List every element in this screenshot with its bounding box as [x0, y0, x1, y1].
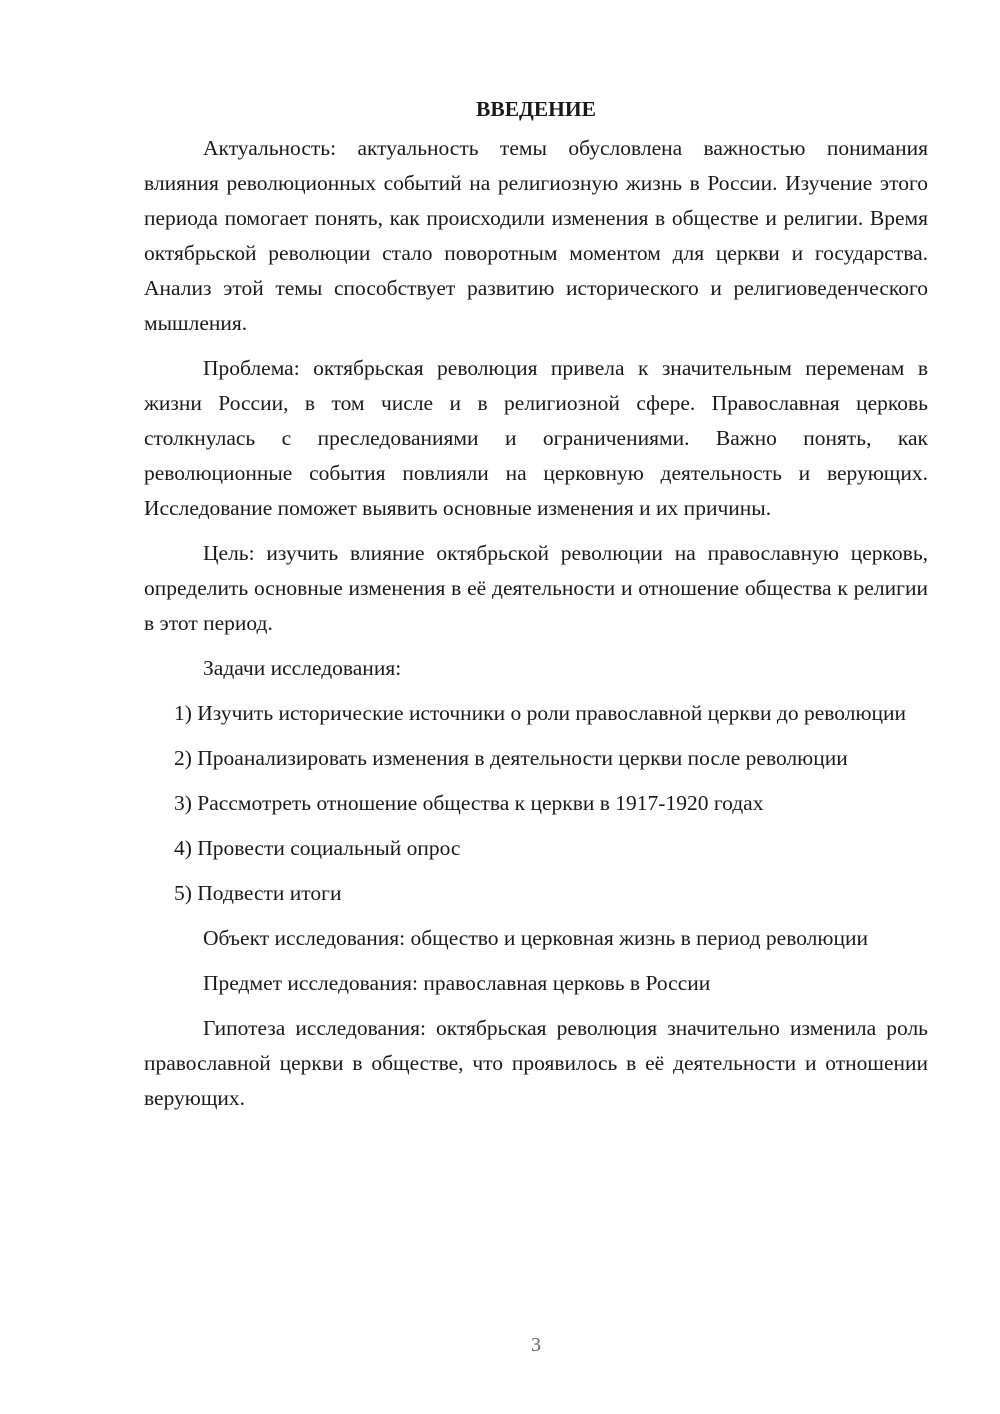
task-item-4: 4) Провести социальный опрос [174, 836, 461, 860]
task-item-1: 1) Изучить исторические источники о роли православной церкви до революции [174, 701, 907, 725]
page-number: 3 [531, 1334, 541, 1356]
paragraph-problem: Проблема: октябрьская революция привела к значительным переменам в жизни России, в том числе и в религиозной сфере. Православная церковь столкнулась с преследованиями и ограничениями. Важно понять, как революционные события повлияли на церковную деятельность и верующих. Исследование поможет выявить основные изменения и их причины. [144, 356, 928, 520]
page-body [144, 92, 928, 1126]
task-item-2: 2) Проанализировать изменения в деятельности церкви после революции [174, 746, 848, 770]
paragraph-object: Объект исследования: общество и церковная жизнь в период революции [203, 926, 868, 950]
task-item-5: 5) Подвести итоги [174, 881, 342, 905]
paragraph-hypothesis: Гипотеза исследования: октябрьская революция значительно изменила роль православной церкви в обществе, что проявилось в её деятельности и отношении верующих. [144, 1016, 928, 1110]
page-title: ВВЕДЕНИЕ [476, 97, 596, 121]
paragraph-goal: Цель: изучить влияние октябрьской революции на православную церковь, определить основные изменения в её деятельности и отношение общества к религии в этот период. [144, 541, 928, 635]
paragraph-subject: Предмет исследования: православная церковь в России [203, 971, 711, 995]
paragraph-relevance: Актуальность: актуальность темы обусловлена важностью понимания влияния революционных событий на религиозную жизнь в России. Изучение этого периода помогает понять, как происходили изменения в обществе и религии. Время октябрьской революции стало поворотным моментом для церкви и государства. Анализ этой темы способствует развитию исторического и религиоведенческого мышления. [144, 136, 928, 335]
tasks-heading: Задачи исследования: [203, 656, 402, 680]
task-item-3: 3) Рассмотреть отношение общества к церкви в 1917-1920 годах [174, 791, 764, 815]
